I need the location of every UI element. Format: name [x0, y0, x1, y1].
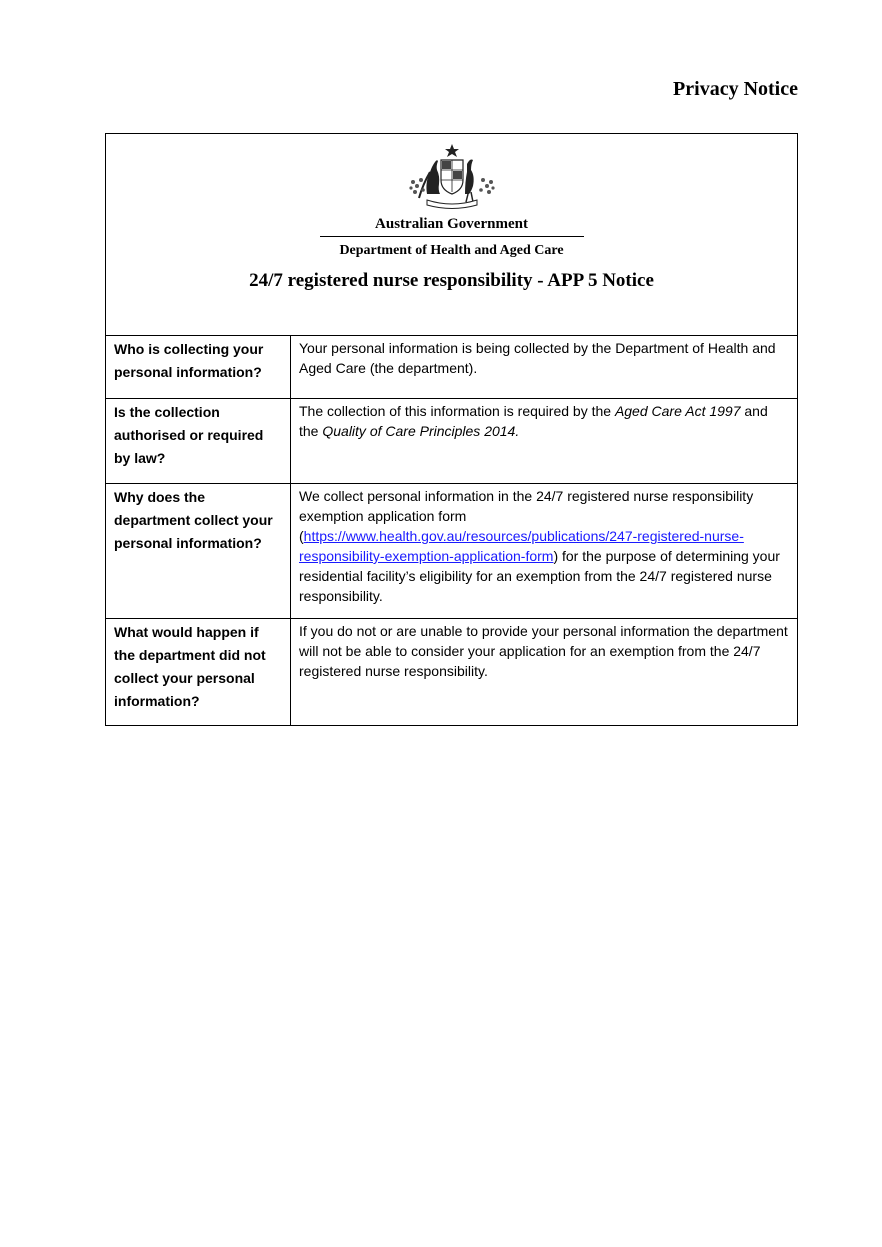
- table-row: [106, 399, 797, 484]
- row-answer: [291, 399, 797, 483]
- notice-header: [106, 134, 797, 336]
- coat-of-arms-logo: [397, 142, 507, 210]
- answer-text: and the: [299, 403, 768, 439]
- row-question: Who is collecting your personal information?: [106, 336, 291, 398]
- notice-title: 24/7 registered nurse responsibility - APP 5 Notice: [249, 270, 654, 291]
- notice-table: [105, 133, 798, 726]
- principles-title: Quality of Care Principles 2014.: [322, 423, 520, 439]
- answer-text: ) for the purpose of determining your residential facility’s eligibility for an exemption from the 24/7 registered nurse responsibility.: [299, 548, 780, 604]
- row-answer: If you do not or are unable to provide your personal information the department will not be able to consider your application for an exemption from the 24/7 registered nurse responsibility.: [299, 623, 788, 679]
- table-row: [106, 484, 797, 619]
- row-answer: [291, 484, 797, 618]
- page-heading: Privacy Notice: [673, 78, 798, 100]
- government-name: Australian Government: [375, 216, 528, 232]
- row-question: Why does the department collect your personal information?: [106, 484, 291, 618]
- answer-text: The collection of this information is required by the: [299, 403, 615, 419]
- row-question: What would happen if the department did not collect your personal information?: [106, 619, 291, 725]
- application-form-link[interactable]: https://www.health.gov.au/resources/publications/247-registered-nurse-responsibility-exemption-application-form: [299, 528, 744, 564]
- answer-text: We collect personal information in the 24/7 registered nurse responsibility exemption application form (: [299, 488, 754, 544]
- department-name: Department of Health and Aged Care: [339, 243, 564, 258]
- table-row: [106, 619, 797, 725]
- row-answer: Your personal information is being collected by the Department of Health and Aged Care (the department).: [299, 340, 776, 376]
- act-title: Aged Care Act 1997: [614, 403, 741, 419]
- divider: [320, 236, 584, 237]
- row-question: Is the collection authorised or required by law?: [106, 399, 291, 483]
- table-row: [106, 336, 797, 399]
